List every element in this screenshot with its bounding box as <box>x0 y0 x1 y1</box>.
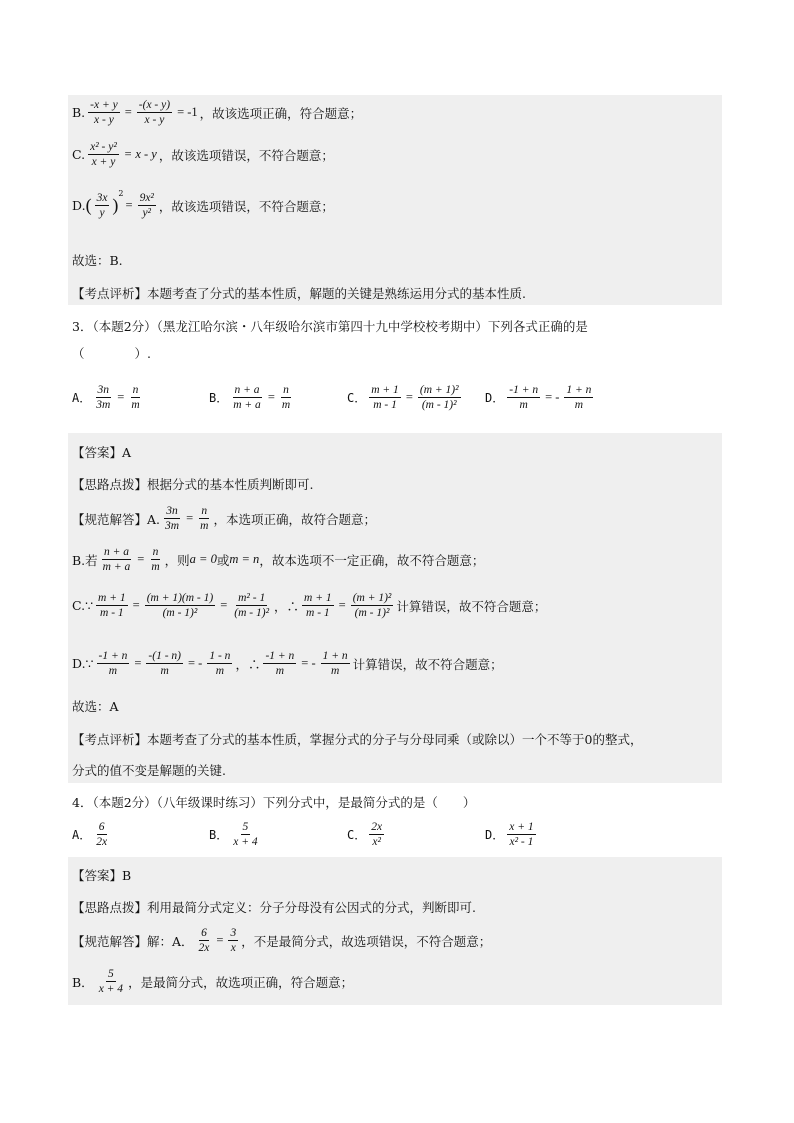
num: n <box>281 384 291 398</box>
den: m + a <box>233 399 261 412</box>
lhs <box>94 384 112 411</box>
q3-choice: 故选：A <box>72 699 119 714</box>
eq-sign: = - <box>545 390 560 405</box>
den: x <box>230 942 236 955</box>
q3-option-c[interactable] <box>347 384 485 411</box>
q3-sol-c <box>72 592 546 619</box>
den: m <box>160 665 169 678</box>
f2 <box>145 592 216 619</box>
lhs <box>163 505 181 532</box>
num: -x + y <box>88 99 120 113</box>
frac <box>97 968 125 995</box>
prefix: C.∵ <box>72 598 94 614</box>
q2-option-b-line <box>72 99 362 126</box>
prefix: D.∵ <box>72 656 94 672</box>
f3 <box>232 592 271 619</box>
num: 3n <box>96 384 112 398</box>
den: (m - 1)² <box>234 607 270 620</box>
option-label: D． <box>485 391 505 406</box>
q3-comment-1: 【考点评析】本题考查了分式的基本性质，掌握分式的分子与分母同乘（或除以）一个不等于0的整式， <box>72 732 643 747</box>
option-label: C． <box>347 828 367 843</box>
den: m <box>108 665 118 678</box>
q2-c-prefix: C. <box>72 147 86 163</box>
eq-sign: = - <box>188 656 203 671</box>
rhs <box>418 384 461 411</box>
num: -(x - y) <box>137 99 172 113</box>
den: m + a <box>102 561 131 574</box>
q3-option-a[interactable] <box>72 384 209 411</box>
num: 6 <box>199 927 209 941</box>
eq-sign: = <box>267 390 275 405</box>
f4 <box>263 650 296 677</box>
num: 3 <box>228 927 238 941</box>
q4-options <box>72 821 539 848</box>
num: 5 <box>241 821 251 835</box>
num: 3n <box>164 505 180 519</box>
den: x² <box>372 836 381 849</box>
option-label: A． <box>72 828 92 843</box>
num: 2x <box>369 821 384 835</box>
num: 1 + n <box>564 384 593 398</box>
mid: ，则 <box>164 552 190 568</box>
eq-sign: = <box>216 933 224 948</box>
q3-comment-2: 分式的值不变是解题的关键. <box>72 763 226 778</box>
den: (m - 1)² <box>421 399 457 412</box>
rhs <box>280 384 292 411</box>
q2-option-d-line <box>72 189 334 220</box>
den: m <box>131 399 140 412</box>
den: m - 1 <box>306 607 330 620</box>
den: m <box>519 399 528 412</box>
text: 计算错误，故不符合题意； <box>352 656 503 672</box>
q4-option-b[interactable] <box>209 821 347 848</box>
den: x + 4 <box>98 983 124 996</box>
q2-d-exponent: 2 <box>118 189 124 199</box>
rhs <box>564 384 593 411</box>
q4-stem: 4．（本题2分）（八年级课时练习）下列分式中，是最简分式的是（ ） <box>72 795 476 810</box>
num: 5 <box>106 968 116 982</box>
den: 3m <box>165 520 180 533</box>
cond1: a = 0 <box>189 552 217 567</box>
num: n + a <box>233 384 262 398</box>
left-paren: ( <box>85 195 92 216</box>
eq-sign: = <box>134 656 142 671</box>
text: ，不是最简分式，故选项错误，不符合题意； <box>241 933 492 949</box>
rhs <box>198 505 210 532</box>
q2-b-prefix: B. <box>72 105 86 121</box>
option-label: B． <box>209 391 229 406</box>
q2-b-frac2 <box>137 99 172 126</box>
frac <box>231 821 259 848</box>
q4-sol-a <box>72 927 491 954</box>
eq-sign: = <box>186 511 194 526</box>
therefore: ，∴ <box>235 656 261 672</box>
q4-sol-b <box>72 968 353 995</box>
den: 2x <box>96 836 108 849</box>
f1 <box>96 592 128 619</box>
q2-option-c-line <box>72 141 334 168</box>
den: m <box>215 665 225 678</box>
den: x + 4 <box>233 836 258 849</box>
q2-c-text: ，故该选项错误，不符合题意； <box>158 147 334 163</box>
eq-sign: = <box>132 598 140 613</box>
option-label: A． <box>72 391 92 406</box>
den: m - 1 <box>373 399 397 412</box>
num: 3x <box>95 192 110 206</box>
num: m² - 1 <box>236 592 267 606</box>
text: ，本选项正确，故符合题意； <box>213 511 376 527</box>
den: (m - 1)² <box>354 607 390 620</box>
q3-options <box>72 384 596 411</box>
q3-answer: 【答案】A <box>72 445 132 460</box>
q3-option-d[interactable] <box>485 384 596 411</box>
den: x² - 1 <box>509 836 534 849</box>
frac <box>369 821 384 848</box>
eq-sign: = <box>405 390 413 405</box>
eq-sign: = <box>125 198 133 213</box>
q3-sol-a <box>72 505 376 532</box>
num: (m + 1)² <box>418 384 461 398</box>
text: ，故本选项不一定正确，故不符合题意； <box>259 552 485 568</box>
den: m - 1 <box>100 607 124 620</box>
q2-b-text: ，故该选项正确，符合题意； <box>199 105 363 121</box>
option-label: C． <box>347 391 367 406</box>
den: x + y <box>91 156 116 169</box>
therefore: ，∴ <box>274 598 300 614</box>
q2-choice: 故选：B. <box>72 253 123 268</box>
prefix: B.若 <box>72 552 98 568</box>
eq-sign: = <box>137 552 145 567</box>
den: m <box>574 399 584 412</box>
den: m <box>281 399 291 412</box>
prefix: 【规范解答】A. <box>72 511 161 527</box>
frac <box>94 821 109 848</box>
q2-d-text: ，故该选项错误，不符合题意； <box>158 198 334 214</box>
den: m <box>330 665 340 678</box>
num: m + 1 <box>96 592 128 606</box>
num: x + 1 <box>507 821 535 835</box>
q3-stem: 3．（本题2分）（黑龙江哈尔滨・八年级哈尔滨市第四十九中学校校考期中）下列各式正确的是 <box>72 319 588 334</box>
den: (m - 1)² <box>162 607 198 620</box>
q2-b-frac1 <box>88 99 120 126</box>
lhs <box>231 384 263 411</box>
num: -1 + n <box>507 384 540 398</box>
rhs <box>129 384 141 411</box>
q2-c-frac <box>88 141 119 168</box>
prefix: B． <box>72 974 94 990</box>
num: n <box>131 384 141 398</box>
lhs <box>369 384 401 411</box>
eq-sign: = <box>338 598 346 613</box>
q2-comment: 【考点评析】本题考查了分式的基本性质，解题的关键是熟练运用分式的基本性质. <box>72 286 526 301</box>
f5 <box>351 592 394 619</box>
num: m + 1 <box>369 384 401 398</box>
den: m <box>151 561 160 574</box>
prefix: 【规范解答】解：A． <box>72 933 194 949</box>
den: 2x <box>198 942 210 955</box>
q3-option-b[interactable] <box>209 384 347 411</box>
q3-stem-blank: （ ）. <box>72 346 151 361</box>
lhs <box>101 546 133 573</box>
q2-d-result <box>138 192 156 219</box>
text: ，是最简分式，故选项正确，符合题意； <box>128 974 354 990</box>
option-label: B． <box>209 828 229 843</box>
q2-d-prefix: D. <box>72 198 86 214</box>
q4-option-a[interactable] <box>72 821 209 848</box>
q2-c-rhs: = x - y <box>123 147 157 162</box>
eq-sign: = - <box>301 656 316 671</box>
num: 1 - n <box>207 650 232 664</box>
eq-sign: = <box>220 598 228 613</box>
f1 <box>97 650 130 677</box>
num: n <box>151 546 161 560</box>
eq-sign: = <box>117 390 125 405</box>
option-label: D． <box>485 828 505 843</box>
f2 <box>146 650 183 677</box>
num: (m + 1)² <box>351 592 394 606</box>
text: 计算错误，故不符合题意； <box>396 598 547 614</box>
q2-d-base <box>95 192 110 219</box>
num: 6 <box>97 821 107 835</box>
num: x² - y² <box>88 141 119 155</box>
den: y² <box>142 207 152 220</box>
or: 或 <box>216 552 230 568</box>
q3-sol-b <box>72 546 484 573</box>
q3-sol-d <box>72 650 503 677</box>
q4-option-d[interactable] <box>485 821 539 848</box>
den: m <box>275 665 285 678</box>
eq-sign: = <box>124 105 132 120</box>
num: -1 + n <box>263 650 296 664</box>
den: x - y <box>94 114 114 127</box>
num: -(1 - n) <box>146 650 183 664</box>
num: (m + 1)(m - 1) <box>145 592 216 606</box>
q3-hint: 【思路点拨】根据分式的基本性质判断即可. <box>72 477 314 492</box>
f5 <box>321 650 350 677</box>
den: 3m <box>96 399 111 412</box>
num: n + a <box>102 546 131 560</box>
frac <box>507 821 535 848</box>
right-paren: ) <box>112 195 119 216</box>
f3 <box>207 650 232 677</box>
num: -1 + n <box>97 650 130 664</box>
q2-b-result: = -1 <box>177 105 198 120</box>
num: m + 1 <box>302 592 334 606</box>
den: x - y <box>144 114 165 127</box>
lhs <box>507 384 540 411</box>
q4-option-c[interactable] <box>347 821 485 848</box>
q4-answer: 【答案】B <box>72 868 132 883</box>
num: 1 + n <box>321 650 350 664</box>
cond2: m = n <box>229 552 260 567</box>
den: y <box>99 207 105 220</box>
num: n <box>199 505 209 519</box>
lhs <box>197 927 212 954</box>
den: m <box>200 520 209 533</box>
q4-hint: 【思路点拨】利用最简分式定义：分子分母没有公因式的分式，判断即可. <box>72 900 476 915</box>
rhs <box>228 927 238 954</box>
rhs <box>149 546 161 573</box>
f4 <box>302 592 334 619</box>
num: 9x² <box>138 192 156 206</box>
